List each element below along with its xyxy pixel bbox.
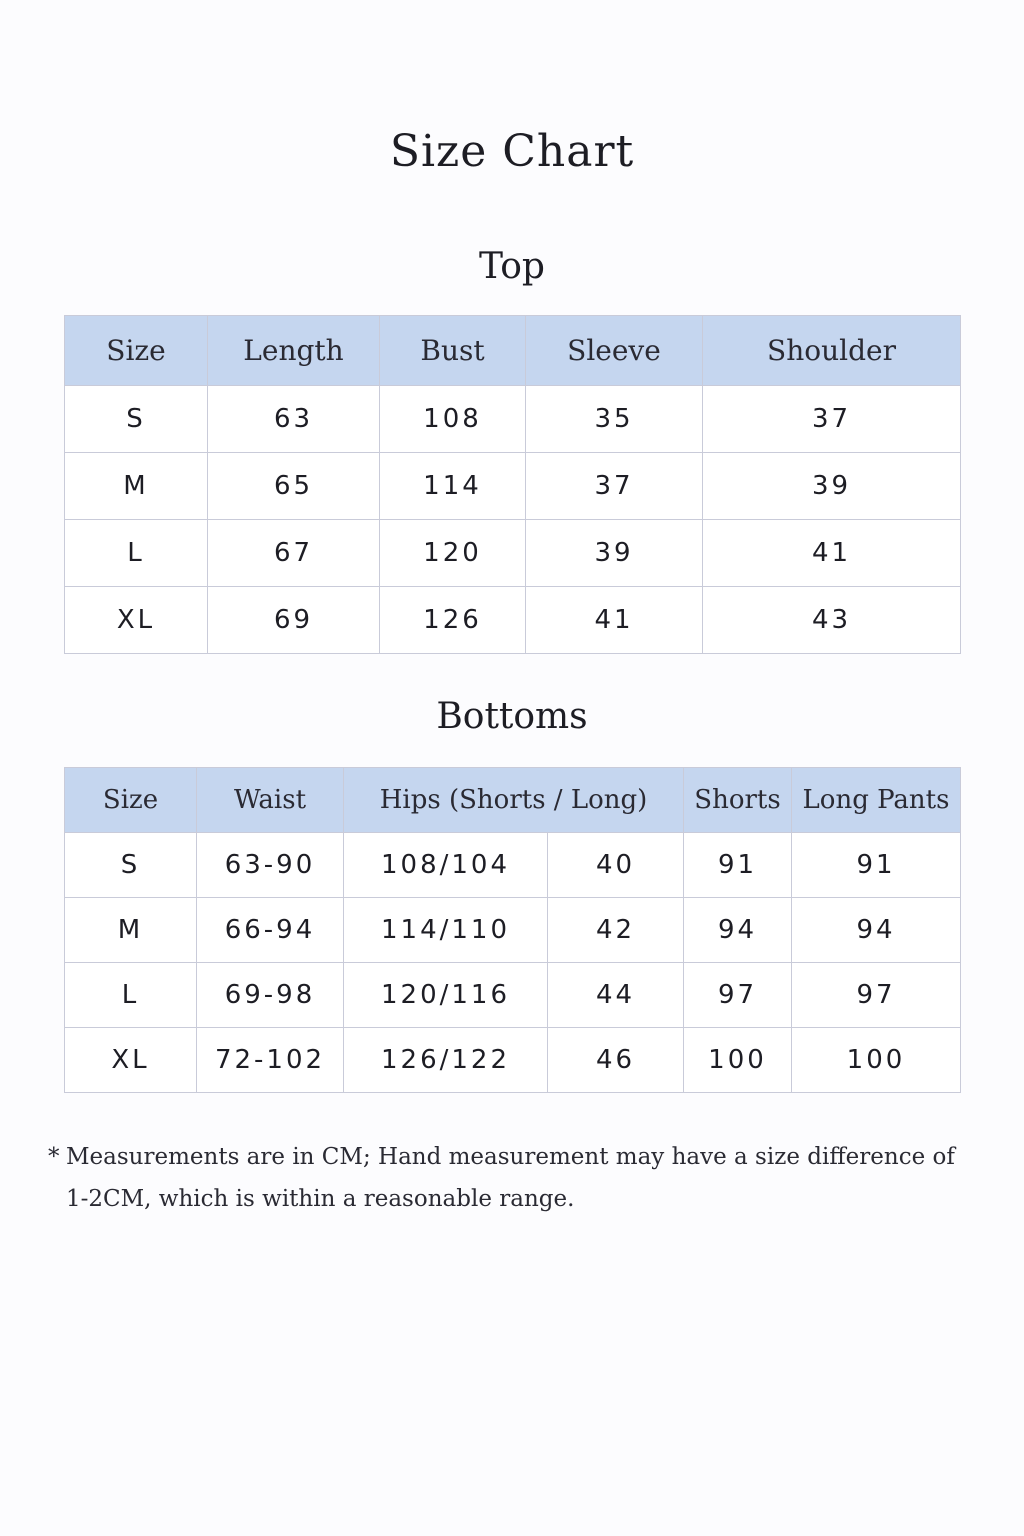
- note-line-1: [48, 1136, 978, 1178]
- table-cell: S: [65, 833, 197, 898]
- note-text-1: Measurements are in CM; Hand measurement may have a size difference of: [66, 1144, 955, 1170]
- table-cell: S: [65, 386, 208, 453]
- table-cell: 63: [208, 386, 380, 453]
- table-cell: L: [65, 963, 197, 1028]
- table-cell: 108/104: [344, 833, 548, 898]
- table-row: [65, 833, 961, 898]
- table-cell: 94: [684, 898, 792, 963]
- table-cell: 67: [208, 520, 380, 587]
- header-size: Size: [65, 316, 208, 386]
- page-title: Size Chart: [389, 126, 635, 177]
- table-cell: 94: [792, 898, 961, 963]
- header-shoulder: Shoulder: [703, 316, 961, 386]
- bottoms-section-title: Bottoms: [436, 696, 588, 737]
- header-size: Size: [65, 768, 197, 833]
- table-cell: 97: [792, 963, 961, 1028]
- note-asterisk: *: [48, 1144, 60, 1170]
- table-cell: 91: [792, 833, 961, 898]
- table-cell: M: [65, 453, 208, 520]
- table-cell: 100: [792, 1028, 961, 1093]
- table-row: [65, 520, 961, 587]
- table-cell: 37: [526, 453, 703, 520]
- table-row: [65, 386, 961, 453]
- measurement-note: [48, 1136, 978, 1220]
- header-long-pants: Long Pants: [792, 768, 961, 833]
- table-cell: 39: [703, 453, 961, 520]
- header-sleeve: Sleeve: [526, 316, 703, 386]
- table-cell: 120/116: [344, 963, 548, 1028]
- note-line-2: 1-2CM, which is within a reasonable range.: [66, 1186, 575, 1212]
- table-cell: 114: [380, 453, 526, 520]
- table-cell: 97: [684, 963, 792, 1028]
- header-bust: Bust: [380, 316, 526, 386]
- table-header-row: [65, 316, 961, 386]
- top-size-table: [64, 315, 961, 654]
- table-cell: 126/122: [344, 1028, 548, 1093]
- table-row: [65, 587, 961, 654]
- table-cell: 46: [548, 1028, 684, 1093]
- table-row: [65, 898, 961, 963]
- table-cell: 63-90: [197, 833, 344, 898]
- header-waist: Waist: [197, 768, 344, 833]
- table-row: [65, 1028, 961, 1093]
- table-cell: XL: [65, 587, 208, 654]
- header-length: Length: [208, 316, 380, 386]
- table-row: [65, 453, 961, 520]
- table-cell: 41: [703, 520, 961, 587]
- table-cell: 108: [380, 386, 526, 453]
- table-cell: 69: [208, 587, 380, 654]
- table-cell: 114/110: [344, 898, 548, 963]
- table-cell: 66-94: [197, 898, 344, 963]
- table-cell: 100: [684, 1028, 792, 1093]
- table-cell: 35: [526, 386, 703, 453]
- table-cell: 37: [703, 386, 961, 453]
- table-cell: L: [65, 520, 208, 587]
- table-cell: 39: [526, 520, 703, 587]
- bottoms-size-table: [64, 767, 961, 1093]
- header-shorts: Shorts: [684, 768, 792, 833]
- table-row: [65, 963, 961, 1028]
- table-cell: XL: [65, 1028, 197, 1093]
- table-cell: 120: [380, 520, 526, 587]
- top-section-title: Top: [479, 246, 545, 287]
- table-cell: 69-98: [197, 963, 344, 1028]
- table-header-row: [65, 768, 961, 833]
- table-cell: 72-102: [197, 1028, 344, 1093]
- table-cell: 91: [684, 833, 792, 898]
- table-cell: 41: [526, 587, 703, 654]
- table-cell: 43: [703, 587, 961, 654]
- table-cell: M: [65, 898, 197, 963]
- table-cell: 65: [208, 453, 380, 520]
- table-cell: 42: [548, 898, 684, 963]
- table-cell: 126: [380, 587, 526, 654]
- header-hips: Hips (Shorts / Long): [344, 768, 684, 833]
- table-cell: 40: [548, 833, 684, 898]
- table-cell: 44: [548, 963, 684, 1028]
